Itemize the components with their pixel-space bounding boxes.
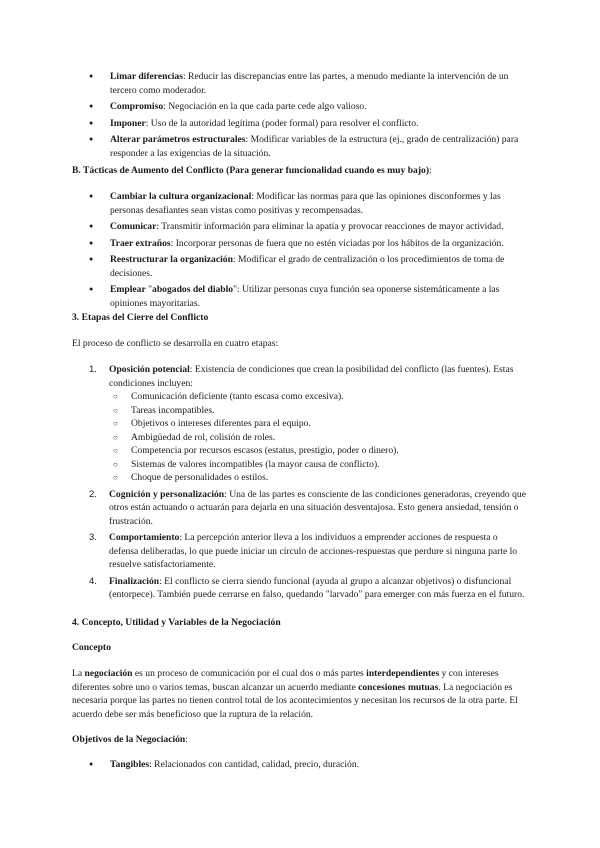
conditions-list [109,390,528,485]
list-item: ● Imponer: Uso de la autoridad legítima (poder formal) para resolver el conflicto. [72,117,528,131]
list-item: ● Limar diferencias: Reducir las discrepancias entre las partes, a menudo mediante la intervención de un tercero como moderador. [72,70,528,97]
section-heading-3: 3. Etapas del Cierre del Conflicto [72,312,209,323]
condition-item: ○ Objetivos o intereses diferentes para el equipo. [109,417,528,431]
stage-item: 1. Oposición potencial: Existencia de condiciones que crean la posibilidad del conflicto (las fuentes). Estas condiciones incluyen: ○ Comunicación deficiente (tanto escasa como excesiva). ○ Tareas incompatibles. ○ Objetivos o intereses diferentes para el equipo. ○ Ambigüedad de rol, colisión de roles. ○ Competencia por recursos escasos (estatus, prestigio, poder o dinero). ○ Sistemas de valores incompatibles (la mayor causa de conflicto). ○ Choque de personalidades o estilos. [72,363,528,485]
list-item: ● Tangibles: Relacionados con cantidad, calidad, precio, duración. [72,758,528,772]
condition-item: ○ Choque de personalidades o estilos. [109,471,528,485]
list-item: ● Emplear "abogados del diablo": Utilizar personas cuya función sea oponerse sistemáticamente a las opiniones mayoritarias. [72,283,528,310]
subheading-objetivos: Objetivos de la Negociación: [72,734,188,745]
section-heading-b: B. Tácticas de Aumento del Conflicto (Para generar funcionalidad cuando es muy bajo): [72,165,432,176]
list-item: ● Reestructurar la organización: Modificar el grado de centralización o los procedimientos de toma de decisiones. [72,253,528,280]
conflict-stages-list [72,363,528,605]
list-item: ● Cambiar la cultura organizacional: Modificar las normas para que las opiniones disconformes y las personas desafiantes sean vistas como positivas y recompensadas. [72,190,528,217]
list-item: ● Compromiso: Negociación en la que cada parte cede algo valioso. [72,100,528,114]
condition-item: ○ Sistemas de valores incompatibles (la mayor causa de conflicto). [109,458,528,472]
list-item: ● Comunicar: Transmitir información para eliminar la apatía y provocar reacciones de mayor actividad. [72,220,528,234]
concept-paragraph: La negociación es un proceso de comunicación por el cual dos o más partes interdependientes y con intereses diferentes sobre uno o varios temas, buscan alcanzar un acuerdo mediante concesiones mutuas. La negociación es necesaria porque las partes no tienen control total de los acontecimientos y necesitan los recursos de la otra parte. El acuerdo debe ser más beneficioso que la ruptura de la relación. [72,668,518,720]
section-3-intro: El proceso de conflicto se desarrolla en cuatro etapas: [72,338,279,349]
condition-item: ○ Ambigüedad de rol, colisión de roles. [109,431,528,445]
stage-item: 4. Finalización: El conflicto se cierra siendo funcional (ayuda al grupo a alcanzar objetivos) o disfuncional (entorpece). También puede cerrarse en falso, quedando "larvado" para emerger con más fuerza en el futuro. [89,575,525,600]
list-item: ● Traer extraños: Incorporar personas de fuera que no estén viciadas por los hábitos de la organización. [72,237,528,251]
condition-item: ○ Competencia por recursos escasos (estatus, prestigio, poder o dinero). [109,444,528,458]
condition-item: ○ Tareas incompatibles. [109,404,528,418]
stage-item: 3. Comportamiento: La percepción anterior lleva a los individuos a emprender acciones de respuesta o defensa deliberadas, lo que puede iniciar un círculo de acciones-respuestas que perdure si ninguna parte lo resuelve satisfactoriamente. [89,532,518,570]
condition-item: ○ Comunicación deficiente (tanto escasa como excesiva). [109,390,528,404]
subheading-concepto: Concepto [72,642,111,653]
resolution-tactics-list [72,70,528,163]
objectives-list [72,758,528,775]
list-item: ● Alterar parámetros estructurales: Modificar variables de la estructura (ej., grado de centralización) para responder a las exigencias de la situación. [72,133,528,160]
increase-tactics-list [72,190,528,313]
stage-item: 2. Cognición y personalización: Una de las partes es consciente de las condiciones generadoras, creyendo que otros están actuando o actuarán para dejarla en una situación desventajosa. Esto genera ansiedad, tensión o frustración. [89,488,526,527]
section-heading-4: 4. Concepto, Utilidad y Variables de la Negociación [72,617,281,628]
